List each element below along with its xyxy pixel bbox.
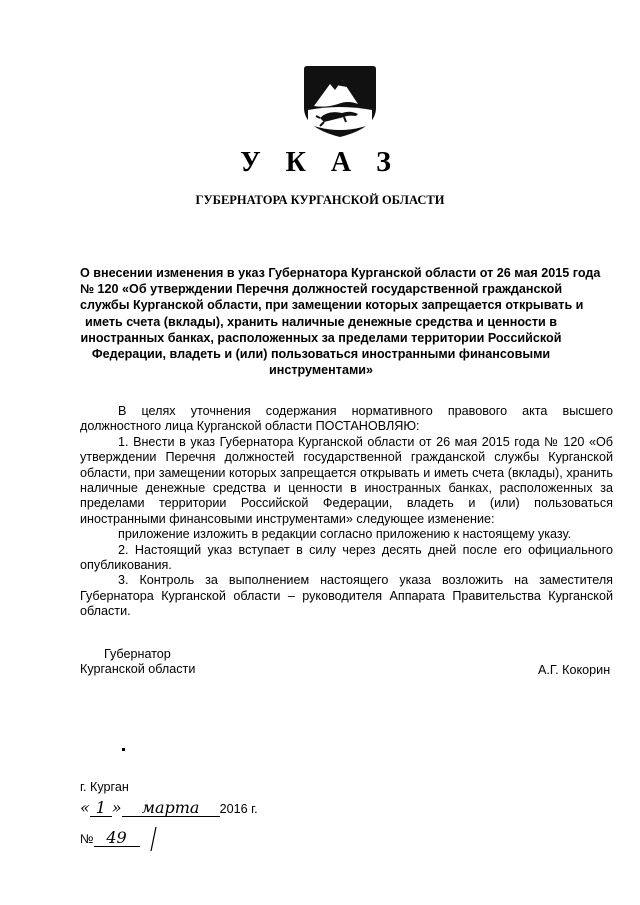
item-2-paragraph: 2. Настоящий указ вступает в силу через десять дней после его официального опубликования. [80, 542, 613, 573]
date-day: 1 [90, 800, 112, 817]
dot-mark [122, 748, 125, 751]
signatory-name: А.Г. Кокорин [538, 663, 611, 677]
signatory-position-line1: Губернатор [104, 647, 171, 661]
heading-line: № 120 «Об утверждении Перечня должностей государственной гражданской [80, 282, 563, 297]
decree-body [80, 404, 613, 620]
decree-heading [80, 265, 601, 378]
preamble-paragraph: В целях уточнения содержания нормативного правового акта высшего должностного лица Курганской области ПОСТАНОВЛЯЮ: [80, 404, 613, 434]
handwritten-stroke-mark [148, 826, 158, 852]
number-value: 49 [94, 830, 140, 847]
number-label: № [80, 832, 94, 846]
date-close-quote: » [111, 798, 122, 817]
date-open-quote: « [80, 798, 90, 817]
heading-line: О внесении изменения в указ Губернатора Курганской области от 26 мая 2015 года [80, 266, 601, 280]
item-3-paragraph: 3. Контроль за выполнением настоящего указа возложить на заместителя Губернатора Курганской области – руководителя Аппарата Правительства Курганской области. [80, 573, 613, 619]
heading-line: иметь счета (вклады), хранить наличные денежные средства и ценности в [84, 314, 558, 329]
heading-line: иностранных банках, расположенных за пределами территории Российской [80, 330, 562, 345]
kurgan-region-coat-of-arms-icon [298, 66, 382, 138]
heading-line: Федерации, владеть и (или) пользоваться иностранными финансовыми [91, 347, 551, 362]
city: г. Курган [80, 780, 129, 794]
heading-line: инструментами» [268, 363, 374, 378]
date-year: 2016 г. [219, 802, 258, 816]
date-month: марта [122, 800, 220, 817]
signatory-position-line2: Курганской области [80, 662, 196, 676]
item-1-change-paragraph: приложение изложить в редакции согласно приложению к настоящему указу. [118, 527, 572, 542]
item-1-paragraph: 1. Внести в указ Губернатора Курганской области от 26 мая 2015 года № 120 «Об утверждении Перечня должностей государственной гражданской службы Курганской области, при замещении которых запрещается открывать и иметь счета (вклады), хранить наличные денежные средства и ценности в иностранных банках, расположенных за пределами территории Российской Федерации, владеть и (или) пользоваться иностранными финансовыми инструментами» следующее изменение: [80, 434, 613, 526]
document-title: У К А З [240, 147, 400, 178]
date-line [80, 800, 280, 824]
issuer-subtitle: ГУБЕРНАТОРА КУРГАНСКОЙ ОБЛАСТИ [195, 193, 445, 207]
number-line [80, 830, 180, 854]
heading-line: службы Курганской области, при замещении которых запрещается открывать и [80, 298, 584, 313]
